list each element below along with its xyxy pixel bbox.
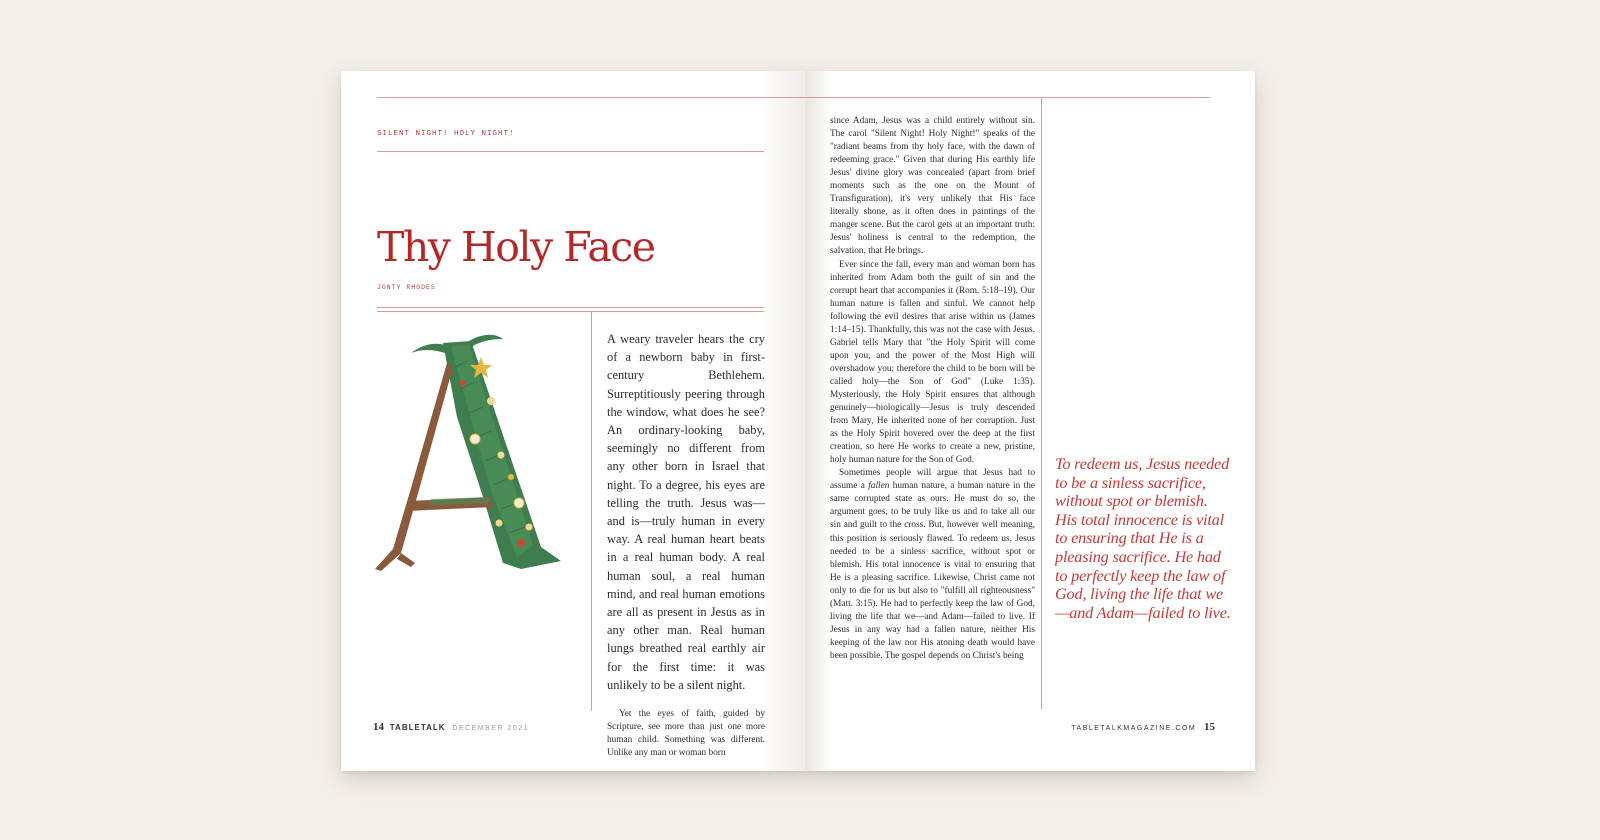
title-rule-1: [377, 307, 764, 308]
pull-quote: To redeem us, Jesus needed to be a sinless sacrifice, without spot or blemish. His total innocence is vital to ensuring that He is a pleasing sacrifice. He had to perfectly keep the law of God, living the life that we—and Adam—failed to live.: [1055, 454, 1231, 622]
column-divider: [591, 311, 592, 711]
section-rule: [377, 151, 764, 152]
title-rule-2: [377, 311, 764, 312]
magazine-name: TABLETALK: [389, 723, 446, 732]
right-page: [805, 71, 1255, 771]
issue-date: DECEMBER 2021: [452, 725, 530, 732]
magazine-website: TABLETALKMAGAZINE.COM: [1071, 725, 1197, 732]
dropcap-letter-illustration: [371, 327, 586, 587]
column-divider: [1041, 97, 1042, 709]
body-paragraph: Ever since the fall, every man and woman born has inherited from Adam both the guilt of sin and the corrupt heart that accompanies it (Rom. 5:18–19). Our human nature is fallen and sinful. We cannot help following the evil desires that arise within us (James 1:14–15). Thankfully, this was not the case with Jesus. Gabriel tells Mary that "the Holy Spirit will come upon you, and the power of the Most High will overshadow you; therefore the child to be born will be called holy—the Son of God" (Luke 1:35). Mysteriously, the Holy Spirit ensures that although genuinely—biologically—Jesus is truly descended from Mary, He inherited none of her corruption. Just as the Holy Spirit hovered over the deep at the first creation, so here He works to create a new, pristine, holy human nature for the Son of God.: [830, 259, 1035, 466]
body-paragraph: since Adam, Jesus was a child entirely without sin. The carol "Silent Night! Holy Night!" speaks of the "radiant beams from thy holy face, with the dawn of redeeming grace." Given that during His earthly life Jesus' divine glory was concealed (apart from brief moments such as the one on the Mount of Transfiguration), it's very unlikely that His face literally shone, as it often does in paintings of the manger scene. But the carol gets at an important truth: Jesus' holiness is central to the redemption, the salvation, that He brings.: [830, 116, 1035, 257]
folio-left: [373, 721, 529, 733]
article-title: Thy Holy Face: [377, 223, 655, 271]
right-text-column: [830, 115, 1035, 663]
body-paragraph: Yet the eyes of faith, guided by Scripture, see more than just one more human child. Something was different. Unlike any man or woman born: [607, 709, 765, 759]
top-rule: [805, 97, 1210, 98]
magazine-spread: [341, 71, 1255, 771]
author-byline: JONTY RHODES: [377, 284, 436, 291]
lede-paragraph: A weary traveler hears the cry of a newborn baby in first-century Bethlehem. Surreptitiously peering through the window, what does he see? An ordinary-looking baby, seemingly no different from any other born in Israel that night. To a degree, his eyes are telling the truth. Jesus was—and is—truly human in every way. A real human heart beats in a real human body. A real human soul, a real human mind, and real human emotions are all as present in Jesus as in any other man. Real human lungs breathed real earthly air for the first time: it was unlikely to be a silent night.: [607, 332, 765, 692]
top-rule: [377, 97, 805, 98]
folio-right: [1071, 721, 1215, 733]
left-page: [341, 71, 805, 771]
page-number: 14: [373, 721, 384, 733]
left-text-column: [607, 330, 765, 760]
section-label: SILENT NIGHT! HOLY NIGHT!: [377, 130, 515, 138]
page-number: 15: [1204, 721, 1215, 733]
body-paragraph: Sometimes people will argue that Jesus had to assume a fallen human nature, a human nature in the same corrupted state as ours. He must do so, the argument goes, to be truly like us and to take all our sin and guilt to the cross. But, however well meaning, this position is seriously flawed. To redeem us, Jesus needed to be a sinless sacrifice, without spot or blemish. His total innocence is vital to ensuring that He is a pleasing sacrifice. Likewise, Christ came not only to die for us but also to "fulfill all righteousness" (Matt. 3:15). He had to perfectly keep the law of God, living the life that we—and Adam—failed to live. If Jesus in any way had a fallen nature, neither His keeping of the law nor His atoning death would have been possible. The gospel depends on Christ's being: [830, 468, 1035, 661]
